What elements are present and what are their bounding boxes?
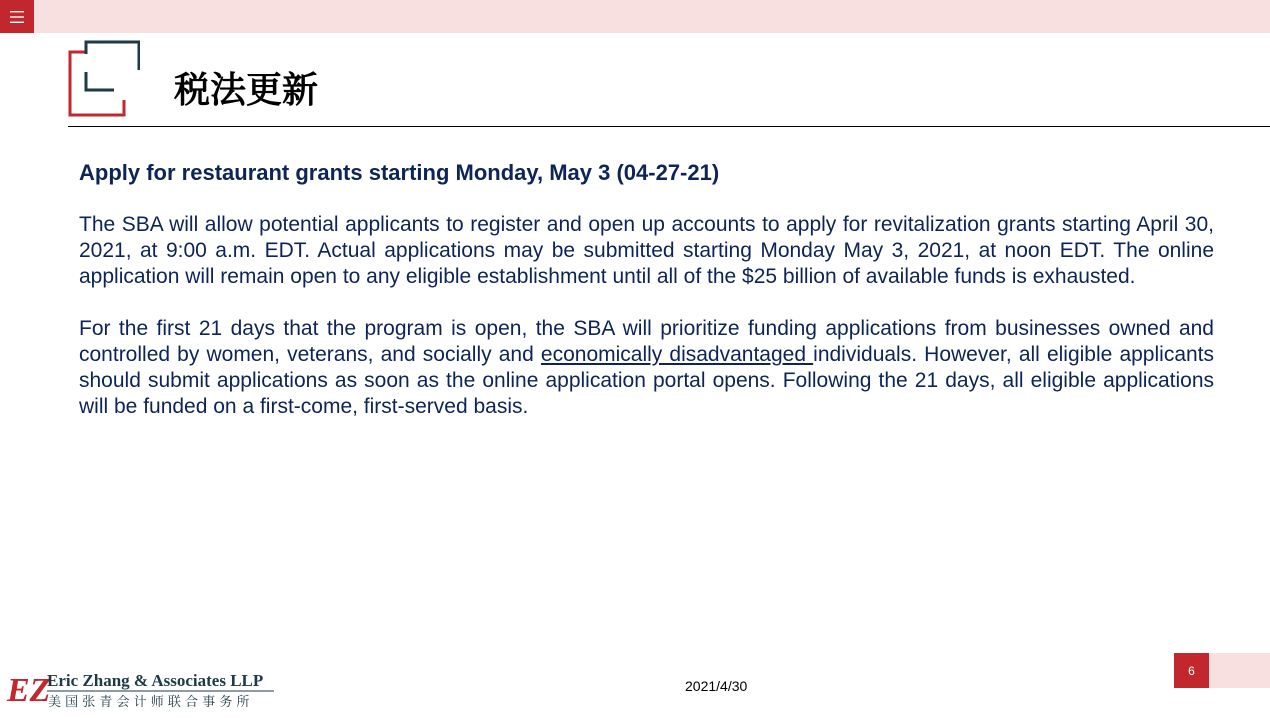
page-number: 6 — [1174, 653, 1209, 688]
paragraph-1: The SBA will allow potential applicants to register and open up accounts to apply for revitalization grants starting April 30, 2021, at 9:00 a.m. EDT. Actual applications may be submitted starting Monday May 3, 2021, at noon EDT. The online application will remain open to any eligible establishment until all of the $25 billion of available funds is exhausted. — [79, 213, 1214, 288]
menu-button[interactable] — [0, 0, 34, 33]
paragraph-2-start: For the first 21 days that the program is open, the SBA will prioritize funding applications from businesses owned and controlled by women, veterans, and socially and — [79, 317, 1214, 366]
company-name: Eric Zhang & Associates LLP — [47, 671, 264, 690]
page-number-strip — [1209, 653, 1270, 688]
slide-date: 2021/4/30 — [685, 678, 748, 694]
company-logo — [6, 668, 278, 710]
hamburger-menu-icon — [10, 11, 24, 23]
economically-disadvantaged-link[interactable]: economically disadvantaged — [540, 343, 814, 366]
paragraph-2 — [79, 316, 1214, 420]
paragraph-2-end: individuals. However, all eligible applicants should submit applications as soon as the online application portal opens. Following the 21 days, all eligible applications will be funded on a first-come, first-served basis. — [79, 343, 1215, 418]
title-bracket-icon — [68, 40, 140, 118]
page-title: 税法更新 — [174, 70, 319, 111]
company-name-chinese: 美 国 张 青 会 计 师 联 合 事 务 所 — [48, 695, 250, 710]
logo-letters: EZ — [7, 672, 51, 709]
top-bar — [0, 0, 1270, 33]
title-divider — [68, 126, 1270, 127]
slide-content — [79, 158, 1214, 446]
headline: Apply for restaurant grants starting Monday, May 3 (04-27-21) — [79, 160, 720, 185]
